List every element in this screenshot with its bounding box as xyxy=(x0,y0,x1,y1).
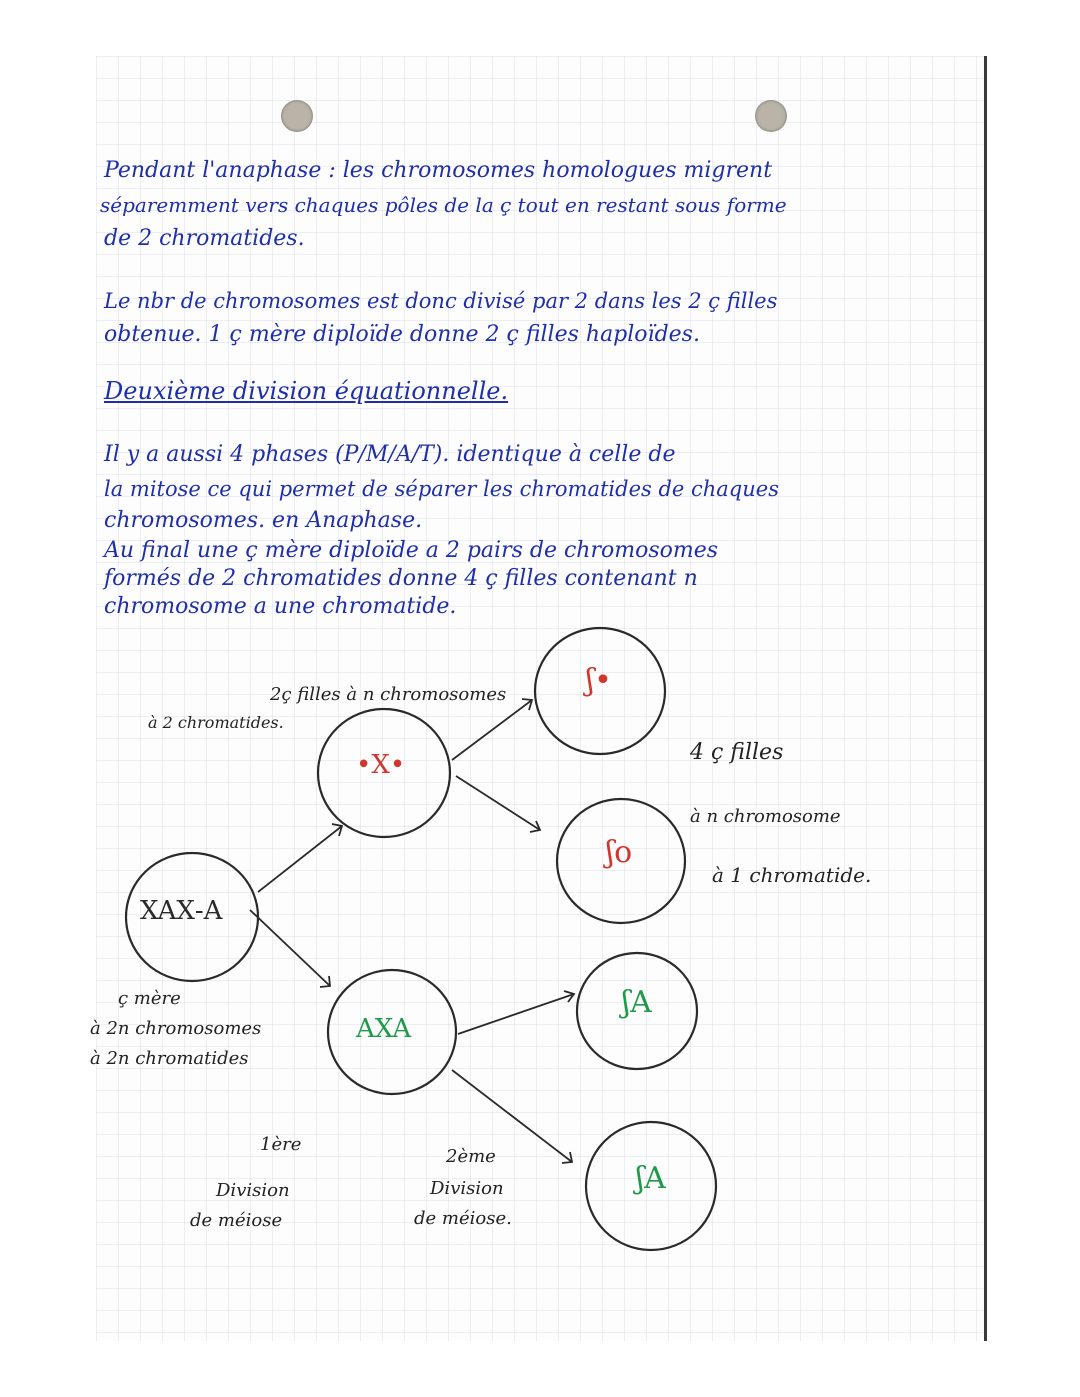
second-division-line-5: formés de 2 chromatides donne 4 ç filles contenant n xyxy=(104,566,698,591)
cell-2a-chromosomes: •X• xyxy=(356,750,406,780)
arrow-2a-to-4b xyxy=(456,776,540,830)
anaphase-line-1: Pendant l'anaphase : les chromosomes homologues migrent xyxy=(104,158,773,183)
second-division-label-3: de méiose. xyxy=(414,1208,512,1229)
second-division-line-3: chromosomes. en Anaphase. xyxy=(104,508,423,533)
cell-4c-chromosome: ʃA xyxy=(622,985,652,1020)
mother-label-1: ç mère xyxy=(118,988,181,1009)
first-division-label-1: 1ère xyxy=(260,1134,302,1155)
second-division-label-2: Division xyxy=(430,1178,504,1199)
section-title: Deuxième division équationnelle. xyxy=(104,377,509,405)
second-division-line-2: la mitose ce qui permet de séparer les chromatides de chaques xyxy=(104,477,779,501)
mother-label-3: à 2n chromatides xyxy=(90,1048,249,1069)
cell-4d-chromosome: ʃA xyxy=(636,1161,666,1196)
second-division-line-6: chromosome a une chromatide. xyxy=(104,594,457,619)
division-result-line-2: obtenue. 1 ç mère diploïde donne 2 ç filles haploïdes. xyxy=(104,322,700,347)
four-daughters-label-1: 4 ç filles xyxy=(690,740,784,765)
division-result-line-1: Le nbr de chromosomes est donc divisé par 2 dans les 2 ç filles xyxy=(104,289,778,313)
cell-2b-chromosomes: AXA xyxy=(356,1014,412,1044)
two-daughters-label-2: à 2 chromatides. xyxy=(148,713,284,732)
mother-label-2: à 2n chromosomes xyxy=(90,1018,262,1039)
second-division-label-1: 2ème xyxy=(446,1146,496,1167)
cell-4a-chromosome: ʃ• xyxy=(586,663,612,698)
anaphase-line-3: de 2 chromatides. xyxy=(104,226,305,251)
arrow-mother-to-2b xyxy=(250,910,330,986)
second-division-line-4: Au final une ç mère diploïde a 2 pairs de chromosomes xyxy=(104,538,719,563)
first-division-label-2: Division xyxy=(216,1180,290,1201)
arrow-2b-to-4c xyxy=(458,994,574,1034)
mother-chromosomes: XAX‑A xyxy=(140,896,223,926)
two-daughters-label-1: 2ç filles à n chromosomes xyxy=(270,684,507,705)
arrow-mother-to-2a xyxy=(258,826,342,892)
arrow-2a-to-4a xyxy=(452,700,532,760)
four-daughters-label-2: à n chromosome xyxy=(690,806,841,827)
four-daughters-label-3: à 1 chromatide. xyxy=(712,863,872,887)
anaphase-line-2: séparemment vers chaques pôles de la ç tout en restant sous forme xyxy=(100,193,787,217)
first-division-label-3: de méiose xyxy=(190,1210,283,1231)
second-division-line-1: Il y a aussi 4 phases (P/M/A/T). identique à celle de xyxy=(104,442,676,467)
cell-4b-chromosome: ʃo xyxy=(606,835,633,870)
